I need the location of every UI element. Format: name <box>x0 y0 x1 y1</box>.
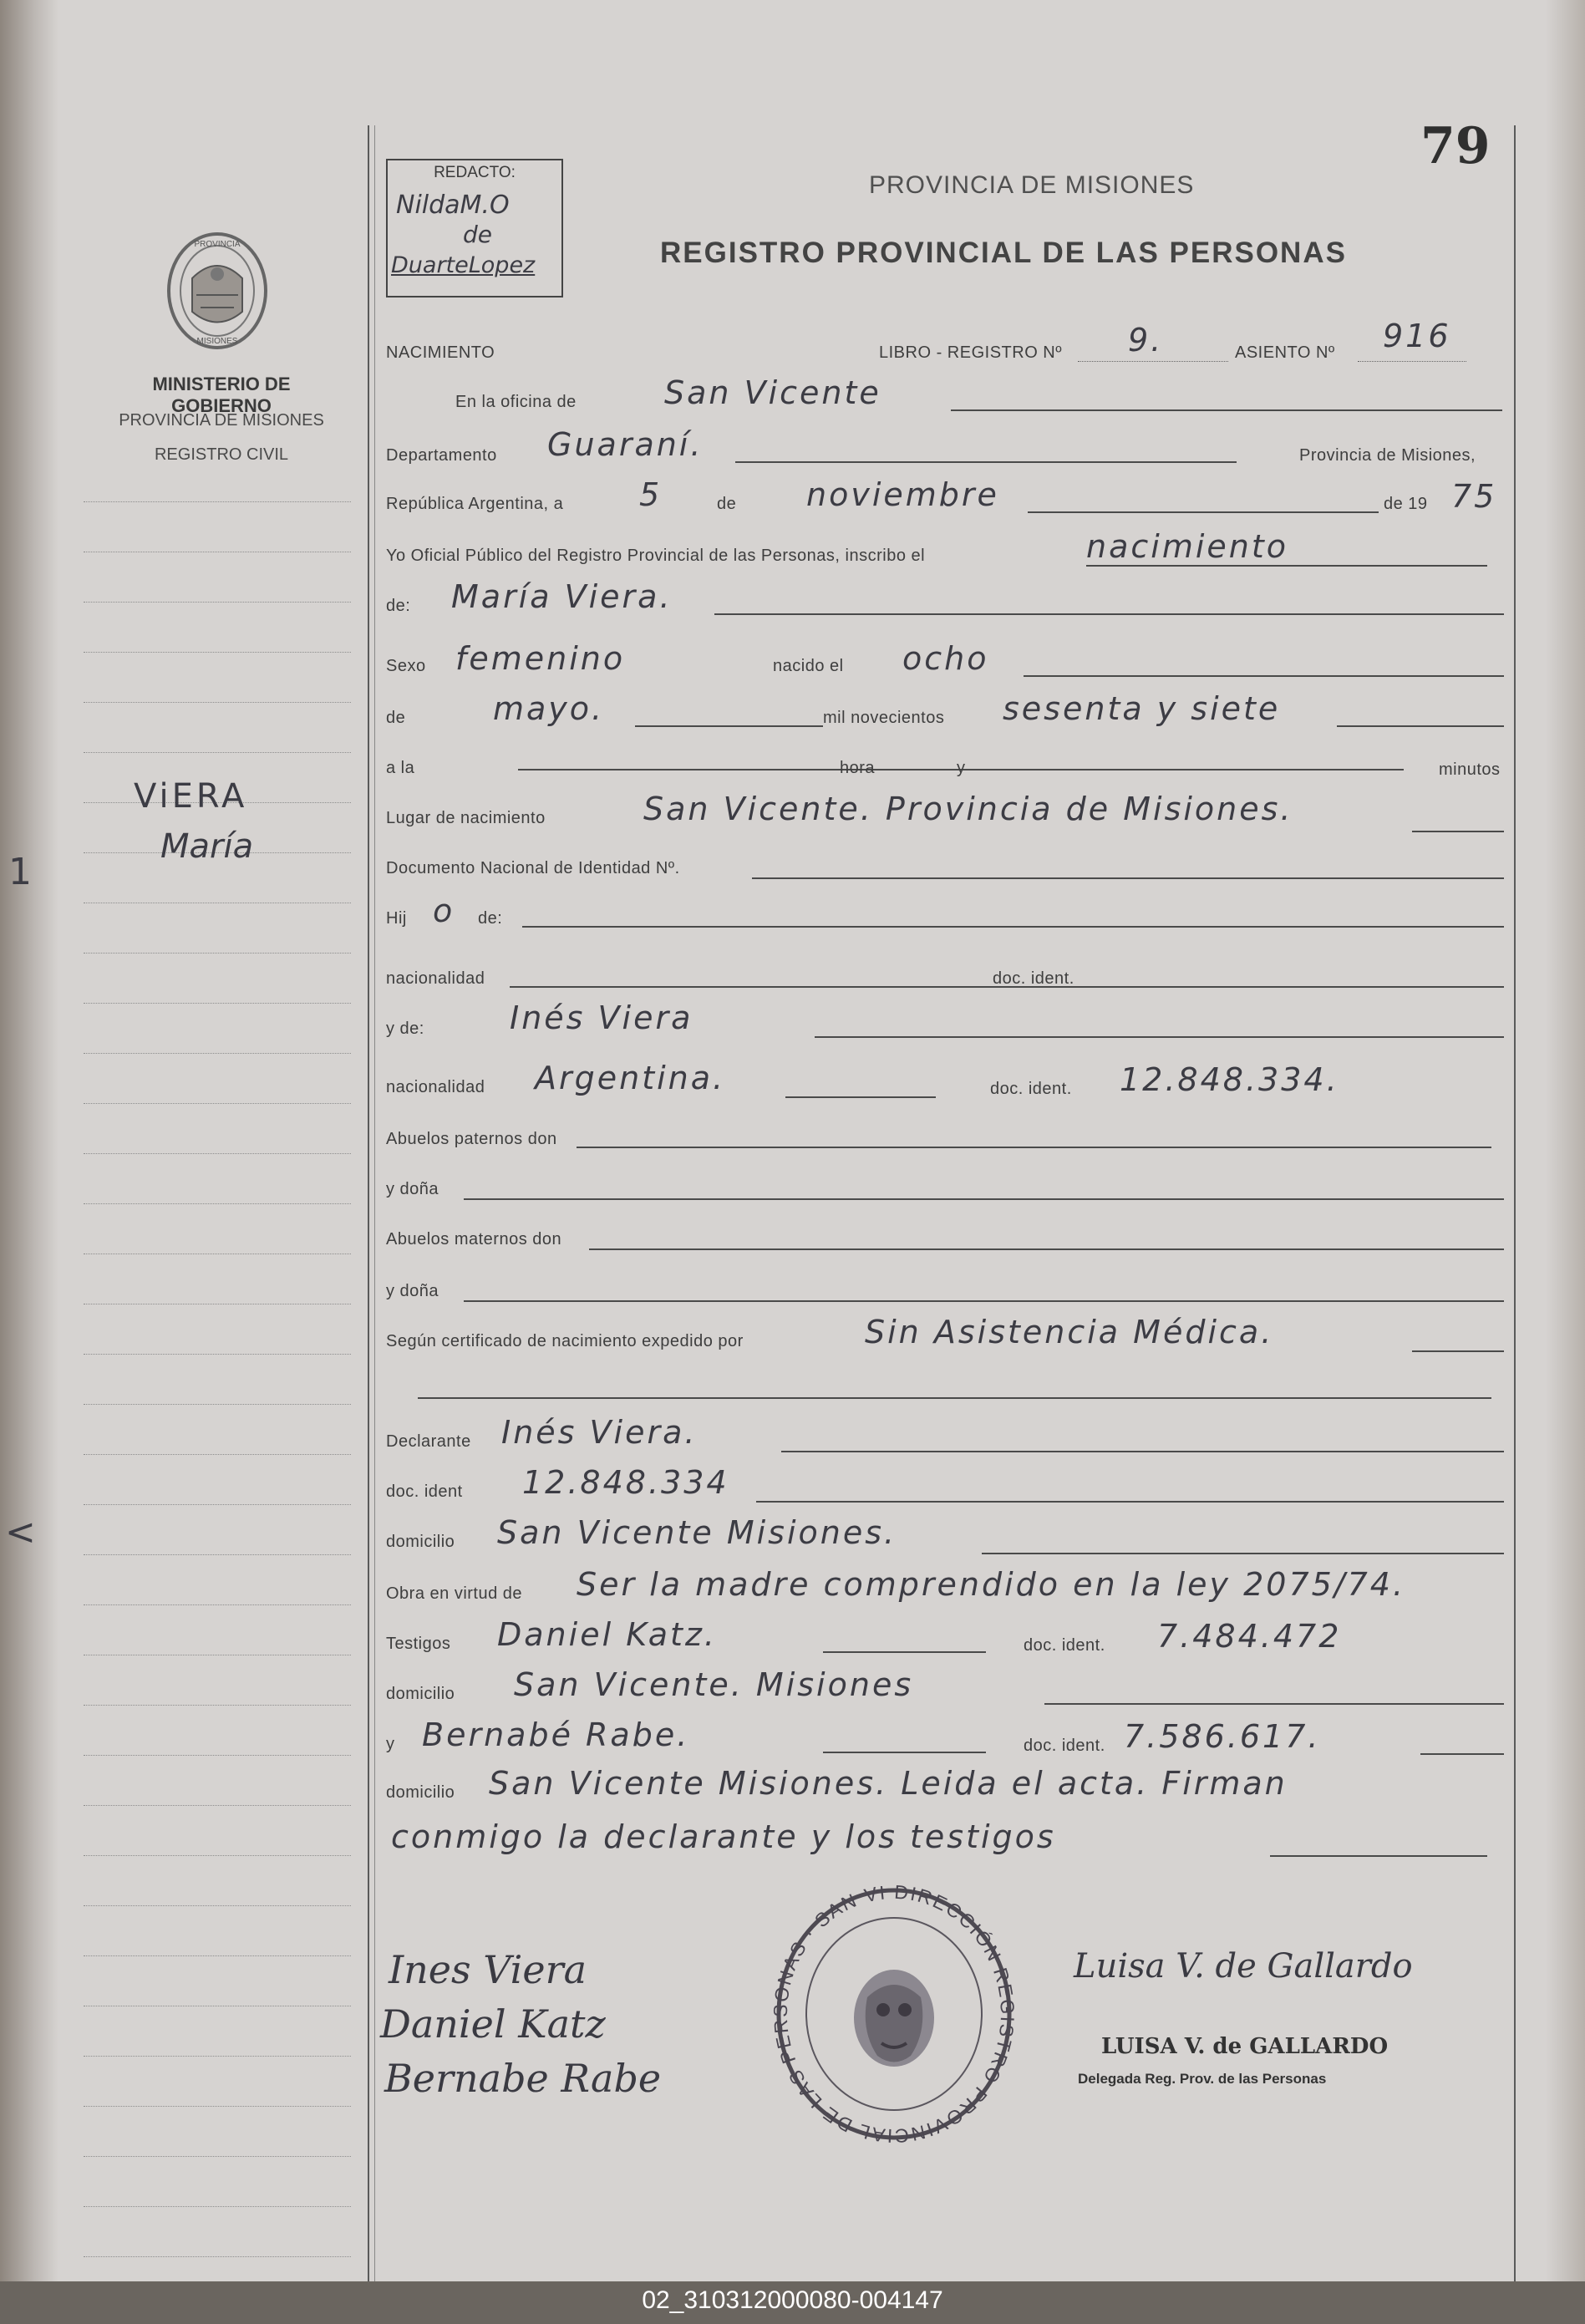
margin-rule <box>368 125 369 2281</box>
redacto-label: REDACTO: <box>434 164 516 181</box>
ledger-line <box>84 1554 351 1555</box>
dia-value: 5 <box>639 476 663 513</box>
redacto-line1: NildaM.O <box>396 191 510 220</box>
ledger-line <box>84 1905 351 1906</box>
mes-line <box>1028 511 1379 513</box>
nacimiento-label: NACIMIENTO <box>386 343 495 362</box>
segun-line <box>1412 1350 1504 1352</box>
provincia-label: Provincia de Misiones, <box>1299 446 1476 465</box>
segun-line-2 <box>418 1397 1491 1399</box>
ledger-line <box>84 752 351 753</box>
hij-line <box>522 926 1504 928</box>
mes-nac-value: mayo. <box>493 690 605 727</box>
document-id: 02_310312000080-004147 <box>642 2286 943 2314</box>
province-header: PROVINCIA DE MISIONES <box>869 171 1195 199</box>
testigo2-value: Bernabé Rabe. <box>422 1716 690 1753</box>
registry-stamp <box>769 1880 1019 2148</box>
madre-value: Inés Viera <box>510 999 693 1036</box>
registry-header: REGISTRO PROVINCIAL DE LAS PERSONAS <box>660 236 1347 269</box>
ledger-line <box>84 2206 351 2207</box>
stamp-text: DIRECCIÓN REGISTRO PROVINCIAL DE LAS PERSONAS · SAN VI <box>769 1880 1019 2148</box>
domicilio1-value: San Vicente Misiones. <box>497 1514 897 1551</box>
sexo-value: femenino <box>455 640 626 677</box>
lugar-label: Lugar de nacimiento <box>386 809 546 827</box>
nacido-value: ocho <box>902 640 989 677</box>
domicilio1-line <box>982 1553 1504 1554</box>
ledger-line <box>84 2156 351 2157</box>
seal-bottom-text: MISIONES <box>196 337 238 346</box>
hij-de-label: de: <box>478 909 503 928</box>
domicilio3-value: San Vicente Misiones. Leida el acta. Firman <box>489 1765 1288 1802</box>
abuelos-pat-label: Abuelos paternos don <box>386 1130 557 1148</box>
ledger-line <box>84 1003 351 1004</box>
domicilio1-label: domicilio <box>386 1533 455 1551</box>
official-title: Delegada Reg. Prov. de las Personas <box>1078 2071 1327 2087</box>
ala-label: a la <box>386 759 415 777</box>
de-label: de <box>717 495 737 513</box>
ledger-line <box>84 1755 351 1756</box>
margin-given-name: María <box>160 827 254 866</box>
dni-label: Documento Nacional de Identidad Nº. <box>386 859 680 877</box>
ministry-line2: PROVINCIA DE MISIONES <box>119 411 324 430</box>
nacionalidad2-value: Argentina. <box>535 1060 726 1096</box>
libro-dots <box>1078 361 1228 362</box>
oficina-line <box>951 409 1502 411</box>
official-name: LUISA V. de GALLARDO <box>1101 2034 1389 2059</box>
obra-label: Obra en virtud de <box>386 1584 523 1603</box>
ledger-line <box>84 1855 351 1856</box>
docident2-value: 12.848.334. <box>1120 1061 1339 1098</box>
docident4-value: 7.484.472 <box>1157 1618 1342 1655</box>
ledger-line <box>84 1504 351 1505</box>
page-edge <box>1546 0 1585 2281</box>
ministry-line1: MINISTERIO DE GOBIERNO <box>152 374 291 416</box>
cierre-line <box>1270 1855 1487 1857</box>
y-label: y <box>957 759 966 777</box>
docident3-line <box>756 1501 1504 1503</box>
docident5-value: 7.586.617. <box>1124 1718 1321 1755</box>
redacto-line3: DuarteLopez <box>391 252 536 278</box>
signature-ines: Ines Viera <box>389 1947 587 1992</box>
domicilio3-label: domicilio <box>386 1783 455 1802</box>
mil-line <box>1337 725 1504 727</box>
declarante-label: Declarante <box>386 1432 471 1451</box>
cierre-value: conmigo la declarante y los testigos <box>391 1818 1056 1855</box>
ledger-line <box>84 1604 351 1605</box>
redacto-box <box>386 159 563 297</box>
mes-value: noviembre <box>806 476 999 513</box>
ydona1-label: y doña <box>386 1180 439 1198</box>
hij-label: Hij <box>386 909 407 928</box>
ledger-line <box>84 2256 351 2257</box>
margin-surname: ViERA <box>134 777 248 816</box>
margin-mark-2: < <box>5 1511 36 1554</box>
ydona1-line <box>464 1198 1504 1200</box>
oficina-label: En la oficina de <box>455 393 577 411</box>
ledger-line <box>84 501 351 502</box>
departamento-label: Departamento <box>386 446 497 465</box>
hij-value: o <box>433 892 455 929</box>
lugar-line <box>1412 831 1504 832</box>
asiento-value: 916 <box>1383 318 1451 354</box>
departamento-value: Guaraní. <box>547 426 704 463</box>
segun-value: Sin Asistencia Médica. <box>865 1314 1274 1350</box>
ledger-line <box>84 1955 351 1956</box>
asiento-dots <box>1358 361 1466 362</box>
ledger-line <box>84 602 351 603</box>
domicilio2-value: San Vicente. Misiones <box>514 1666 914 1703</box>
docident5-label: doc. ident. <box>1024 1737 1105 1755</box>
ledger-line <box>84 1354 351 1355</box>
testigo2-line <box>823 1752 986 1753</box>
nombre-value: María Viera. <box>451 578 673 615</box>
departamento-line <box>735 461 1237 463</box>
domicilio2-line <box>1044 1703 1504 1705</box>
ydona2-line <box>464 1300 1504 1302</box>
oficina-value: San Vicente <box>664 374 881 411</box>
mil-value: sesenta y siete <box>1003 690 1281 727</box>
libro-label: LIBRO - REGISTRO Nº <box>879 343 1063 362</box>
nacionalidad1-label: nacionalidad <box>386 969 485 988</box>
de-mes-label: de <box>386 709 406 727</box>
inscribo-value: nacimiento <box>1086 528 1289 565</box>
nombre-line <box>714 613 1504 615</box>
ledger-line <box>84 1153 351 1154</box>
segun-label: Según certificado de nacimiento expedido por <box>386 1332 744 1350</box>
docident2-label: doc. ident. <box>990 1080 1072 1098</box>
docident1-label: doc. ident. <box>993 969 1074 988</box>
yde-label: y de: <box>386 1020 424 1038</box>
nacionalidad2-label: nacionalidad <box>386 1078 485 1096</box>
anio-value: 75 <box>1451 478 1497 515</box>
asiento-label: ASIENTO Nº <box>1235 343 1335 362</box>
nacido-label: nacido el <box>773 657 844 675</box>
minutos-label: minutos <box>1439 760 1501 779</box>
yo-oficial-text: Yo Oficial Público del Registro Provincial de las Personas, inscribo el <box>386 547 926 565</box>
lugar-value: San Vicente. Provincia de Misiones. <box>643 791 1293 827</box>
signature-bernabe: Bernabe Rabe <box>384 2056 662 2101</box>
ledger-line <box>84 652 351 653</box>
ledger-line <box>84 1053 351 1054</box>
margin-rule-thin <box>374 125 375 2281</box>
ydona2-label: y doña <box>386 1282 439 1300</box>
ledger-line <box>84 1805 351 1806</box>
ledger-line <box>84 953 351 954</box>
testigo1-line <box>823 1651 986 1653</box>
right-rule <box>1514 125 1516 2281</box>
ledger-line <box>84 1404 351 1405</box>
de-nombre-label: de: <box>386 597 411 615</box>
nacionalidad2-line <box>785 1096 936 1098</box>
page-shadow <box>0 0 58 2281</box>
signature-daniel: Daniel Katz <box>380 2001 606 2047</box>
inscribo-line <box>1086 565 1487 567</box>
redacto-line2: de <box>463 221 492 248</box>
docident4-label: doc. ident. <box>1024 1636 1105 1655</box>
libro-value: 9. <box>1128 322 1164 359</box>
docident3-value: 12.848.334 <box>522 1464 729 1501</box>
domicilio2-label: domicilio <box>386 1685 455 1703</box>
ledger-line <box>84 702 351 703</box>
testigo1-value: Daniel Katz. <box>497 1616 717 1653</box>
mil-label: mil novecientos <box>823 709 945 727</box>
abuelos-mat-line <box>589 1248 1504 1250</box>
docident5-line <box>1420 1753 1504 1755</box>
abuelos-mat-label: Abuelos maternos don <box>386 1230 562 1248</box>
docident3-label: doc. ident <box>386 1482 463 1501</box>
y-testigo-label: y <box>386 1735 395 1753</box>
testigos-label: Testigos <box>386 1635 451 1653</box>
declarante-value: Inés Viera. <box>501 1414 698 1451</box>
margin-mark-1: 1 <box>8 851 32 893</box>
ledger-line <box>84 2106 351 2107</box>
seal-top-text: PROVINCIA <box>194 240 241 249</box>
coat-of-arms-icon <box>163 228 272 353</box>
mes-nac-line <box>635 725 823 727</box>
obra-value: Ser la madre comprendido en la ley 2075/74. <box>577 1566 1406 1603</box>
ledger-line <box>84 2056 351 2057</box>
declarante-line <box>781 1451 1504 1452</box>
ledger-line <box>84 1454 351 1455</box>
ledger-line <box>84 1705 351 1706</box>
page-number: 79 <box>1420 117 1491 175</box>
signature-official: Luisa V. de Gallardo <box>1074 1947 1413 1986</box>
ministry-line3: REGISTRO CIVIL <box>154 445 289 464</box>
de19-label: de 19 <box>1384 495 1428 513</box>
ledger-line <box>84 1203 351 1204</box>
madre-line <box>815 1036 1504 1038</box>
republica-label: República Argentina, a <box>386 495 564 513</box>
ledger-line <box>84 1103 351 1104</box>
hora-label: hora <box>840 759 876 777</box>
abuelos-pat-line <box>577 1147 1491 1148</box>
sexo-label: Sexo <box>386 657 426 675</box>
nacido-line <box>1024 675 1504 677</box>
dni-line <box>752 877 1504 879</box>
